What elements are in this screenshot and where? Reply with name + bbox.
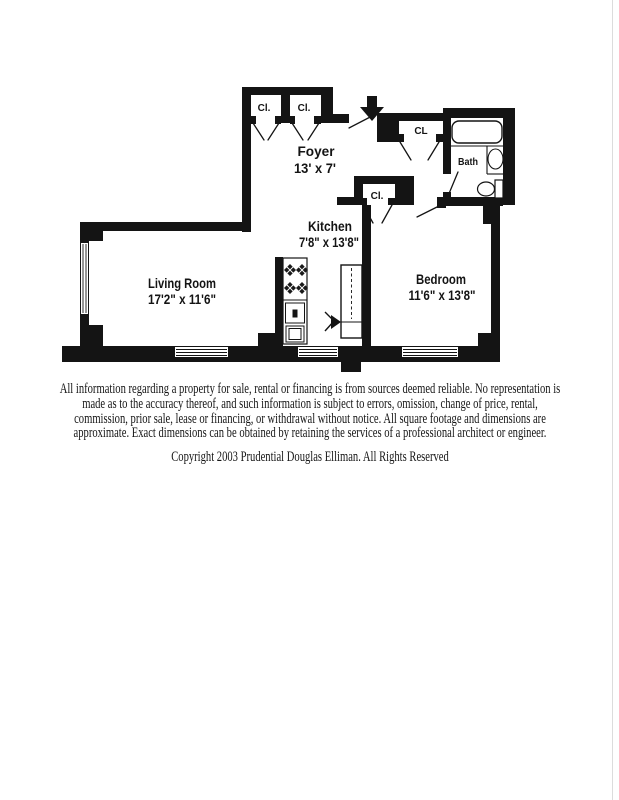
copyright-line: Copyright 2003 Prudential Douglas Elliman. All Rights Reserved [171,449,449,466]
kitchen-fixtures [283,258,362,344]
living-room-label: Living Room [148,275,216,291]
foyer-closet-left-label: Cl. [257,103,271,114]
living-room-side-window [81,243,88,314]
dishwasher [286,326,304,342]
foyer-label: Foyer [297,143,336,159]
bathtub [452,121,502,143]
bedroom-closet-label: Cl. [370,191,384,202]
bath-label: Bath [458,157,478,168]
bath-door-leaf [448,172,458,196]
toilet [478,180,504,198]
bedroom-dimensions: 11'6" x 13'8" [408,287,476,303]
bedroom-label: Bedroom [416,271,466,287]
disclaimer-line: made as to the accuracy thereof, and such information is subject to errors, omission, change of price, rental, [82,395,538,412]
kitchen-bottom-window [298,347,338,357]
kitchen-label: Kitchen [308,218,352,234]
foyer-dimensions: 13' x 7' [294,160,336,176]
legal-text-block [0,382,619,465]
disclaimer-line: commission, prior sale, lease or financing, or withdrawal without notice. All square footage and dimensions are [74,410,546,427]
bath-sink [487,146,503,174]
bedroom-door-leaf [417,205,441,217]
disclaimer-line: All information regarding a property for sale, rental or financing is from sources deemed reliable. No representation is [59,381,561,397]
bedroom-bottom-window [402,347,458,357]
kitchen-sink [286,303,305,323]
floor-plan-drawing [0,0,619,378]
living-room-dimensions: 17'2" x 11'6" [148,291,216,307]
room-labels [148,103,478,307]
kitchen-dimensions: 7'8" x 13'8" [299,234,359,250]
kitchen-arrow-icon [325,312,341,331]
living-room-bottom-window [175,347,228,357]
refrigerator [341,265,362,338]
foyer-closet-right-label: Cl. [297,103,311,114]
disclaimer-line: approximate. Exact dimensions can be obtained by retaining the services of a professional architect or engineer. [73,425,547,442]
scan-artifact-line [612,0,613,800]
hall-closet-label: CL [414,126,428,137]
